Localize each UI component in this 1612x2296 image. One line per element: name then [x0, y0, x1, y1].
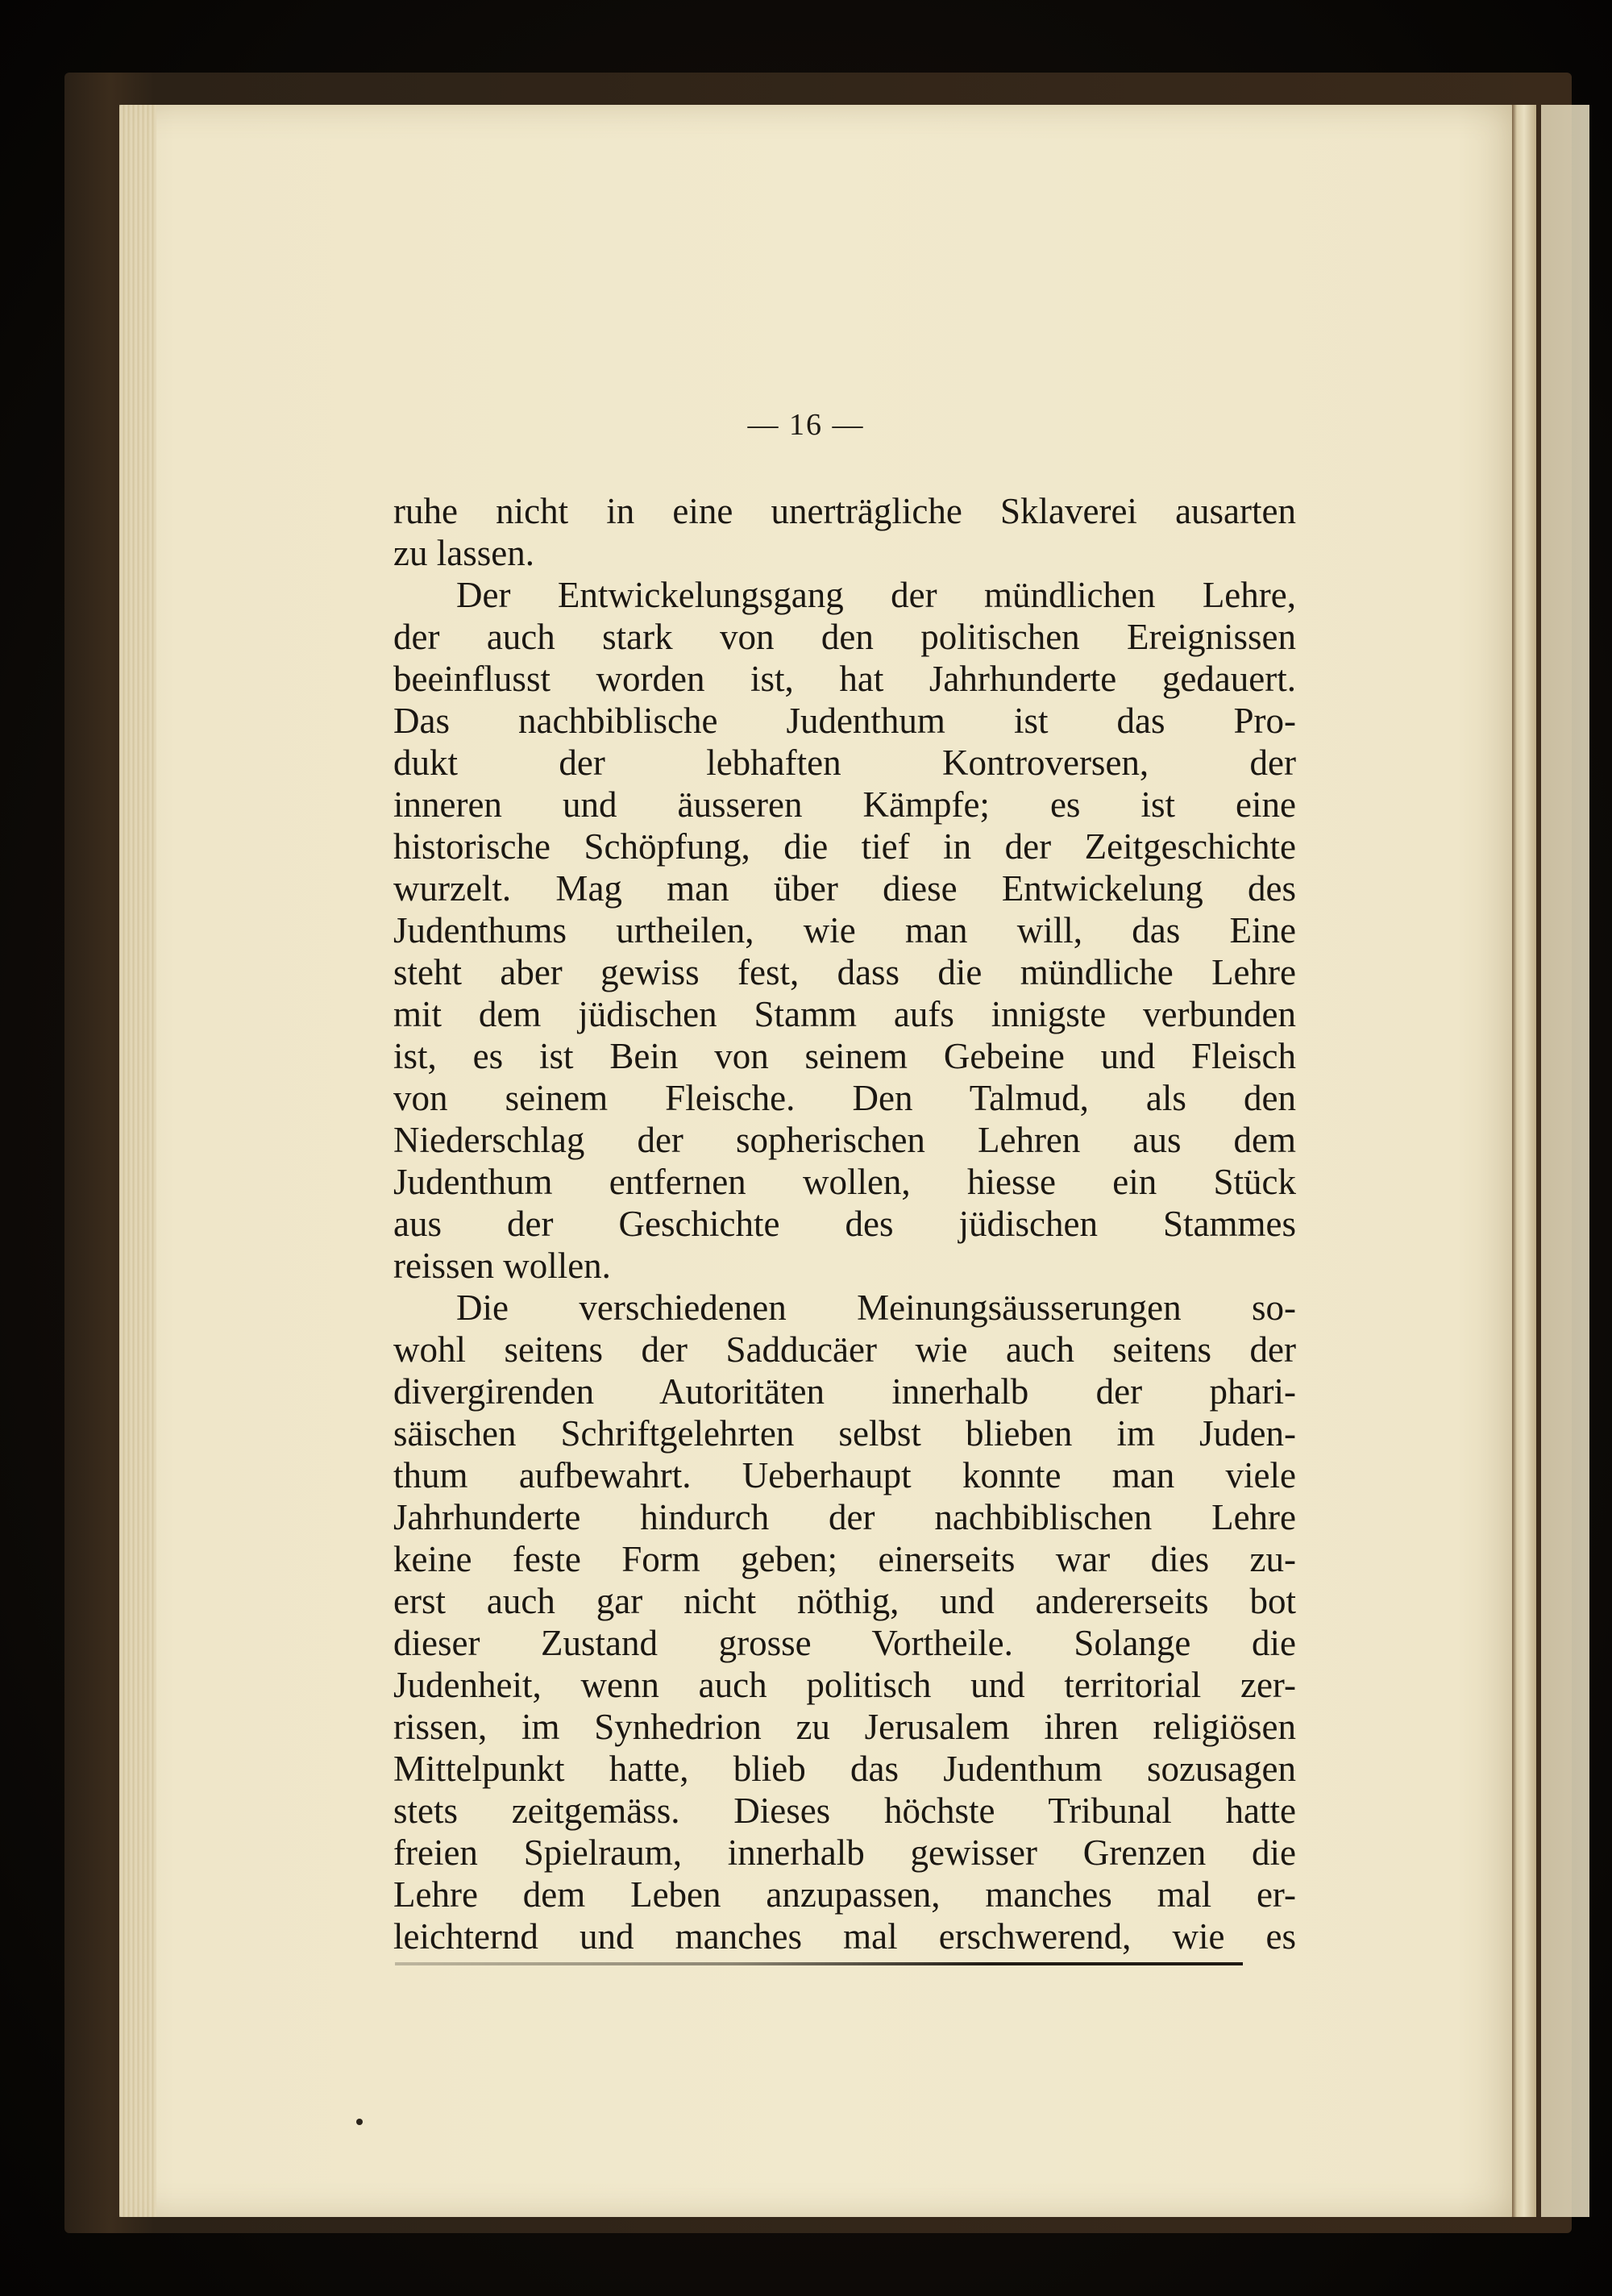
text-line: Lehre dem Leben anzupassen, manches mal er- — [393, 1874, 1296, 1915]
text-line: der auch stark von den politischen Ereignissen — [393, 617, 1296, 657]
text-line: dukt der lebhaften Kontroversen, der — [393, 742, 1296, 783]
text-line: reissen wollen. — [393, 1246, 611, 1286]
text-line: Jahrhunderte hindurch der nachbiblischen Lehre — [393, 1497, 1296, 1537]
text-line: freien Spielraum, innerhalb gewisser Grenzen die — [393, 1832, 1296, 1873]
text-line: Der Entwickelungsgang der mündlichen Lehre, — [456, 575, 1296, 615]
text-line: rissen, im Synhedrion zu Jerusalem ihren religiösen — [393, 1707, 1296, 1747]
text-line: Judenthum entfernen wollen, hiesse ein Stück — [393, 1162, 1296, 1202]
text-line: thum aufbewahrt. Ueberhaupt konnte man viele — [393, 1455, 1296, 1495]
text-line: Judenthums urtheilen, wie man will, das Eine — [393, 910, 1296, 950]
text-line: Judenheit, wenn auch politisch und territorial zer- — [393, 1665, 1296, 1705]
ink-speck — [356, 2119, 363, 2125]
page-number: — 16 — — [747, 408, 865, 442]
text-line: säischen Schriftgelehrten selbst blieben im Juden- — [393, 1413, 1296, 1454]
body-text — [393, 490, 1296, 1957]
text-line: steht aber gewiss fest, dass die mündliche Lehre — [393, 952, 1296, 992]
text-line: keine feste Form geben; einerseits war dies zu- — [393, 1539, 1296, 1579]
text-line: aus der Geschichte des jüdischen Stammes — [393, 1204, 1296, 1244]
text-line: stets zeitgemäss. Dieses höchste Tribunal hatte — [393, 1791, 1296, 1831]
text-line: ist, es ist Bein von seinem Gebeine und Fleisch — [393, 1036, 1296, 1076]
text-line: Mittelpunkt hatte, blieb das Judenthum sozusagen — [393, 1749, 1296, 1789]
text-line: von seinem Fleische. Den Talmud, als den — [393, 1078, 1296, 1118]
text-line: wohl seitens der Sadducäer wie auch seitens der — [393, 1329, 1296, 1370]
text-line: dieser Zustand grosse Vortheile. Solange die — [393, 1623, 1296, 1663]
text-line: divergirenden Autoritäten innerhalb der phari- — [393, 1371, 1296, 1412]
text-line: Niederschlag der sopherischen Lehren aus dem — [393, 1120, 1296, 1160]
text-line: inneren und äusseren Kämpfe; es ist eine — [393, 784, 1296, 825]
text-line: beeinflusst worden ist, hat Jahrhunderte gedauert. — [393, 659, 1296, 699]
page-bottom-rule — [395, 1962, 1243, 1965]
text-line: Das nachbiblische Judenthum ist das Pro- — [393, 701, 1296, 741]
text-line: ruhe nicht in eine unerträgliche Sklaverei ausarten — [393, 491, 1296, 531]
text-line: historische Schöpfung, die tief in der Zeitgeschichte — [393, 826, 1296, 867]
text-line: leichternd und manches mal erschwerend, wie es — [393, 1916, 1296, 1957]
text-line: wurzelt. Mag man über diese Entwickelung des — [393, 868, 1296, 909]
text-line: mit dem jüdischen Stamm aufs innigste verbunden — [393, 994, 1296, 1034]
text-line: zu lassen. — [393, 533, 534, 573]
text-line: erst auch gar nicht nöthig, und andererseits bot — [393, 1581, 1296, 1621]
text-line: Die verschiedenen Meinungsäusserungen so- — [456, 1287, 1296, 1328]
